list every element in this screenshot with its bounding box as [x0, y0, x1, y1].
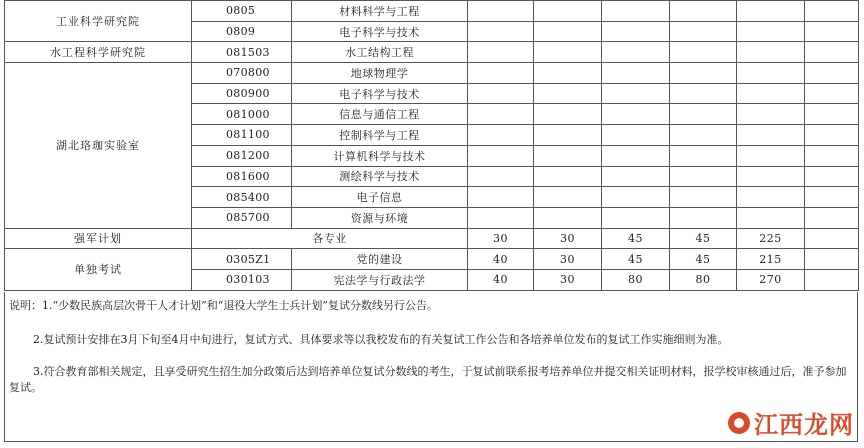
code-cell: 070800	[192, 63, 292, 84]
score-table	[4, 0, 859, 291]
score-cell	[468, 104, 534, 125]
code-cell: 081100	[192, 125, 292, 146]
code-cell: 0305Z1	[192, 249, 292, 270]
score-cell	[737, 125, 805, 146]
note-1: 说明：1.“少数民族高层次骨干人才计划”和“退役大学生士兵计划”复试分数线另行公告。	[9, 299, 438, 312]
score-cell	[534, 187, 602, 208]
note-3: 3.符合教育部相关规定，且享受研究生招生加分政策后达到培养单位复试分数线的考生，于复试前联系报考培养单位并提交相关证明材料，报学校审核通过后，准予参加复试。	[9, 365, 847, 394]
score-cell: 45	[602, 228, 670, 249]
total-cell	[805, 249, 859, 270]
score-cell	[737, 145, 805, 166]
code-cell: 0809	[192, 21, 292, 42]
score-cell	[670, 166, 737, 187]
score-cell	[534, 166, 602, 187]
total-cell	[805, 21, 859, 42]
unit-cell: 单独考试	[5, 249, 192, 290]
score-cell	[534, 63, 602, 84]
score-cell: 40	[468, 249, 534, 270]
score-cell	[468, 1, 534, 22]
code-cell: 080900	[192, 83, 292, 104]
total-cell	[805, 207, 859, 228]
code-cell: 030103	[192, 269, 292, 290]
score-cell	[534, 104, 602, 125]
circle-logo-icon	[728, 412, 750, 434]
major-cell: 资源与环境	[292, 207, 468, 228]
code-cell: 081000	[192, 104, 292, 125]
unit-cell: 湖北珞珈实验室	[5, 63, 192, 229]
score-cell	[534, 145, 602, 166]
score-cell	[468, 187, 534, 208]
table-row	[5, 228, 859, 249]
score-cell	[670, 1, 737, 22]
score-cell	[602, 166, 670, 187]
score-cell	[602, 63, 670, 84]
total-cell	[805, 63, 859, 84]
score-cell	[534, 83, 602, 104]
total-cell	[805, 166, 859, 187]
score-cell	[602, 83, 670, 104]
score-cell	[737, 1, 805, 22]
score-cell	[468, 207, 534, 228]
major-cell: 电子科学与技术	[292, 21, 468, 42]
total-cell	[805, 83, 859, 104]
score-cell	[534, 21, 602, 42]
score-cell	[670, 125, 737, 146]
score-cell	[737, 21, 805, 42]
score-cell	[670, 145, 737, 166]
total-cell	[805, 269, 859, 290]
score-cell	[602, 42, 670, 63]
table-row	[5, 42, 859, 63]
major-cell: 各专业	[192, 228, 468, 249]
total-cell	[805, 42, 859, 63]
score-cell: 30	[468, 228, 534, 249]
score-cell	[602, 1, 670, 22]
score-cell: 30	[534, 228, 602, 249]
total-cell	[805, 1, 859, 22]
score-cell	[670, 63, 737, 84]
score-cell	[468, 125, 534, 146]
code-cell: 085400	[192, 187, 292, 208]
score-cell	[737, 166, 805, 187]
major-cell: 水工结构工程	[292, 42, 468, 63]
table-row	[5, 249, 859, 270]
code-cell: 085700	[192, 207, 292, 228]
major-cell: 计算机科学与技术	[292, 145, 468, 166]
score-cell	[534, 1, 602, 22]
note-2: 2.复试预计安排在3月下旬至4月中旬进行，复试方式、具体要求等以我校发布的有关复试工作公告和各培养单位发布的复试工作实施细则为准。	[33, 333, 729, 346]
unit-cell: 水工程科学研究院	[5, 42, 192, 63]
score-cell	[534, 42, 602, 63]
score-cell	[468, 166, 534, 187]
score-cell	[602, 145, 670, 166]
score-cell: 40	[468, 269, 534, 290]
score-cell	[602, 207, 670, 228]
score-cell	[670, 104, 737, 125]
score-cell: 80	[602, 269, 670, 290]
major-cell: 信息与通信工程	[292, 104, 468, 125]
major-cell: 测绘科学与技术	[292, 166, 468, 187]
major-cell: 电子信息	[292, 187, 468, 208]
score-cell	[737, 83, 805, 104]
score-cell: 30	[534, 249, 602, 270]
code-cell: 081600	[192, 166, 292, 187]
score-cell	[534, 207, 602, 228]
watermark-text: 江西龙网	[754, 411, 854, 439]
score-cell	[737, 207, 805, 228]
score-cell	[468, 42, 534, 63]
score-cell	[468, 145, 534, 166]
score-cell	[468, 83, 534, 104]
score-cell	[468, 21, 534, 42]
code-cell: 081200	[192, 145, 292, 166]
watermark	[728, 405, 854, 440]
score-cell	[670, 21, 737, 42]
score-cell	[602, 21, 670, 42]
score-cell	[602, 187, 670, 208]
score-cell	[468, 63, 534, 84]
score-cell	[670, 83, 737, 104]
score-cell	[602, 104, 670, 125]
score-cell	[737, 187, 805, 208]
table-row	[5, 63, 859, 84]
unit-cell: 工业科学研究院	[5, 1, 192, 42]
total-cell	[805, 228, 859, 249]
major-cell: 地球物理学	[292, 63, 468, 84]
major-cell: 控制科学与工程	[292, 125, 468, 146]
major-cell: 电子科学与技术	[292, 83, 468, 104]
score-cell	[737, 104, 805, 125]
score-cell	[534, 125, 602, 146]
score-cell	[602, 125, 670, 146]
score-cell: 45	[602, 249, 670, 270]
major-cell: 党的建设	[292, 249, 468, 270]
total-cell	[805, 145, 859, 166]
score-cell: 45	[670, 249, 737, 270]
total-cell	[805, 125, 859, 146]
major-cell: 宪法学与行政法学	[292, 269, 468, 290]
score-cell	[670, 207, 737, 228]
score-cell: 45	[670, 228, 737, 249]
score-cell: 80	[670, 269, 737, 290]
total-cell	[805, 187, 859, 208]
table-row	[5, 1, 859, 22]
code-cell: 081503	[192, 42, 292, 63]
score-cell	[737, 42, 805, 63]
score-cell: 215	[737, 249, 805, 270]
score-cell	[670, 42, 737, 63]
total-cell	[805, 104, 859, 125]
score-cell: 30	[534, 269, 602, 290]
score-cell: 225	[737, 228, 805, 249]
code-cell: 0805	[192, 1, 292, 22]
score-cell	[737, 63, 805, 84]
score-cell: 270	[737, 269, 805, 290]
score-cell	[670, 187, 737, 208]
major-cell: 材料科学与工程	[292, 1, 468, 22]
unit-cell: 强军计划	[5, 228, 192, 249]
